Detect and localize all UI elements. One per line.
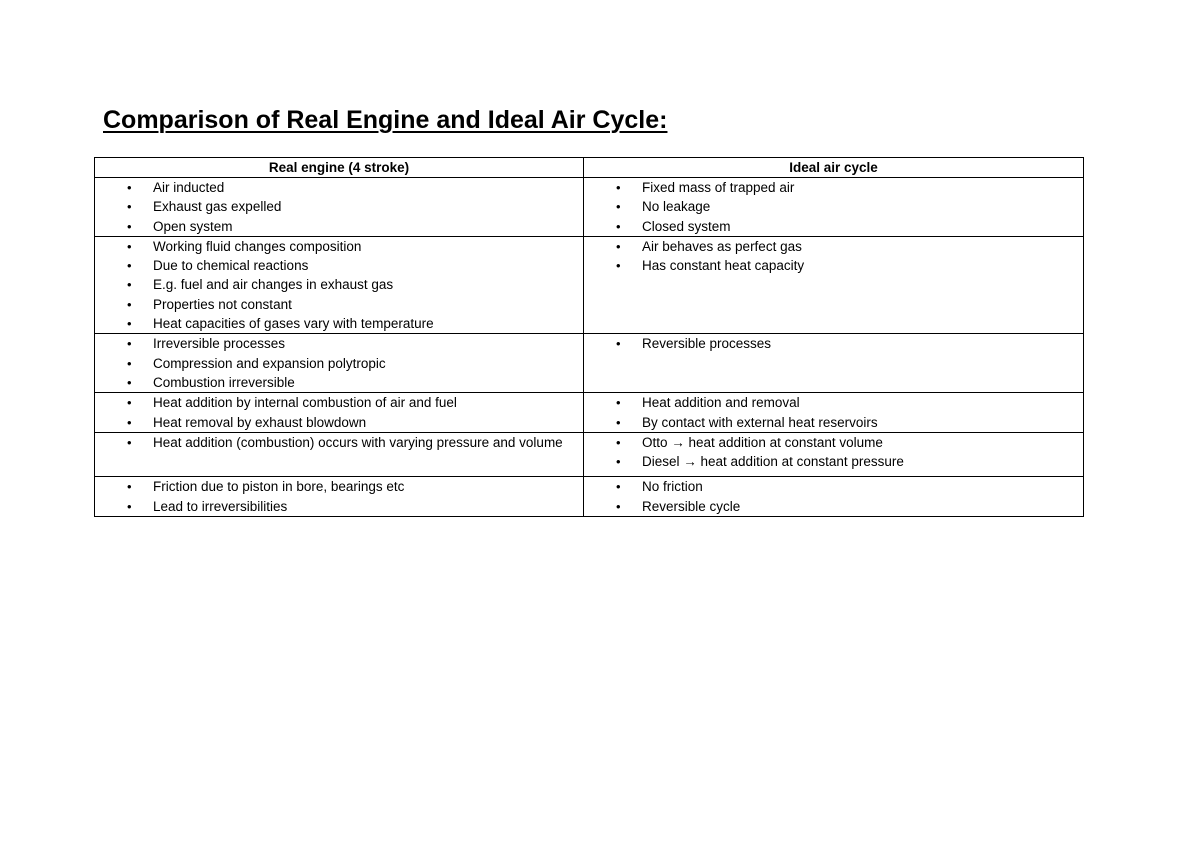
bullet-icon: • — [127, 374, 132, 390]
list-item: • Air behaves as perfect gas — [584, 237, 1079, 256]
bullet-icon: • — [127, 498, 132, 514]
real-engine-cell — [95, 477, 584, 517]
bullet-icon: • — [616, 414, 621, 430]
bullet-list — [95, 393, 579, 432]
list-item: • Working fluid changes composition — [95, 237, 579, 256]
bullet-list — [95, 334, 579, 392]
bullet-list — [584, 334, 1079, 353]
bullet-icon: • — [127, 258, 132, 274]
list-item: • Heat addition by internal combustion of air and fuel — [95, 393, 579, 412]
bullet-icon: • — [127, 180, 132, 195]
bullet-icon: • — [127, 199, 132, 215]
ideal-cycle-cell — [584, 178, 1084, 237]
list-item: • Lead to irreversibilities — [95, 497, 579, 516]
bullet-icon: • — [127, 238, 132, 254]
list-item: • Reversible processes — [584, 334, 1079, 353]
table-row — [95, 477, 1084, 517]
bullet-icon: • — [616, 258, 621, 274]
list-item: • Due to chemical reactions — [95, 256, 579, 275]
ideal-cycle-cell — [584, 236, 1084, 333]
bullet-icon: • — [127, 277, 132, 293]
bullet-icon: • — [127, 316, 132, 332]
bullet-icon: • — [616, 199, 621, 215]
bullet-list — [95, 477, 579, 516]
list-item: • Heat removal by exhaust blowdown — [95, 413, 579, 432]
real-engine-cell — [95, 236, 584, 333]
list-item: • Closed system — [584, 217, 1079, 236]
bullet-list — [584, 433, 1079, 472]
bullet-icon: • — [616, 395, 621, 411]
real-engine-cell — [95, 393, 584, 433]
header-real-engine: Real engine (4 stroke) — [95, 158, 584, 178]
bullet-icon: • — [127, 355, 132, 371]
bullet-icon: • — [616, 238, 621, 254]
table-row — [95, 393, 1084, 433]
bullet-icon: • — [127, 479, 132, 495]
list-item: • Combustion irreversible — [95, 373, 579, 392]
comparison-table — [94, 157, 1084, 517]
list-item: • By contact with external heat reservoirs — [584, 413, 1079, 432]
bullet-icon: • — [127, 414, 132, 430]
list-item: • No friction — [584, 477, 1079, 496]
page-title: Comparison of Real Engine and Ideal Air Cycle: — [103, 106, 668, 134]
list-item: • Compression and expansion polytropic — [95, 354, 579, 373]
list-item: • Heat addition (combustion) occurs with varying pressure and volume — [95, 433, 579, 452]
bullet-icon: • — [127, 395, 132, 411]
bullet-icon: • — [127, 296, 132, 312]
header-ideal-air-cycle: Ideal air cycle — [584, 158, 1084, 178]
bullet-list — [584, 237, 1079, 276]
ideal-cycle-cell — [584, 432, 1084, 477]
bullet-icon: • — [127, 434, 132, 450]
list-item: • Otto → heat addition at constant volume — [584, 433, 1079, 452]
list-item: • Diesel → heat addition at constant pressure — [584, 452, 1079, 471]
bullet-icon: • — [616, 434, 621, 450]
bullet-icon: • — [127, 218, 132, 234]
list-item: • E.g. fuel and air changes in exhaust gas — [95, 275, 579, 294]
list-item: • Open system — [95, 217, 579, 236]
bullet-list — [584, 393, 1079, 432]
bullet-icon: • — [616, 180, 621, 195]
bullet-icon: • — [616, 454, 621, 470]
ideal-cycle-cell — [584, 477, 1084, 517]
bullet-icon: • — [616, 498, 621, 514]
bullet-list — [95, 178, 579, 236]
list-item: • Fixed mass of trapped air — [584, 178, 1079, 197]
real-engine-cell — [95, 432, 584, 477]
list-item: • Heat capacities of gases vary with temperature — [95, 314, 579, 333]
table-row — [95, 334, 1084, 393]
list-item: • Irreversible processes — [95, 334, 579, 353]
ideal-cycle-cell — [584, 393, 1084, 433]
list-item: • Has constant heat capacity — [584, 256, 1079, 275]
table-row — [95, 236, 1084, 333]
list-item: • Air inducted — [95, 178, 579, 197]
real-engine-cell — [95, 334, 584, 393]
bullet-list — [584, 477, 1079, 516]
bullet-list — [95, 433, 579, 452]
bullet-icon: • — [127, 336, 132, 352]
real-engine-cell — [95, 178, 584, 237]
list-item: • Exhaust gas expelled — [95, 197, 579, 216]
list-item: • Properties not constant — [95, 295, 579, 314]
list-item: • Reversible cycle — [584, 497, 1079, 516]
bullet-icon: • — [616, 479, 621, 495]
table-row — [95, 432, 1084, 477]
list-item: • Friction due to piston in bore, bearings etc — [95, 477, 579, 496]
list-item: • Heat addition and removal — [584, 393, 1079, 412]
header-row — [95, 158, 1084, 178]
bullet-list — [95, 237, 579, 333]
bullet-icon: • — [616, 218, 621, 234]
bullet-list — [584, 178, 1079, 236]
ideal-cycle-cell — [584, 334, 1084, 393]
table-row — [95, 178, 1084, 237]
bullet-icon: • — [616, 336, 621, 352]
list-item: • No leakage — [584, 197, 1079, 216]
